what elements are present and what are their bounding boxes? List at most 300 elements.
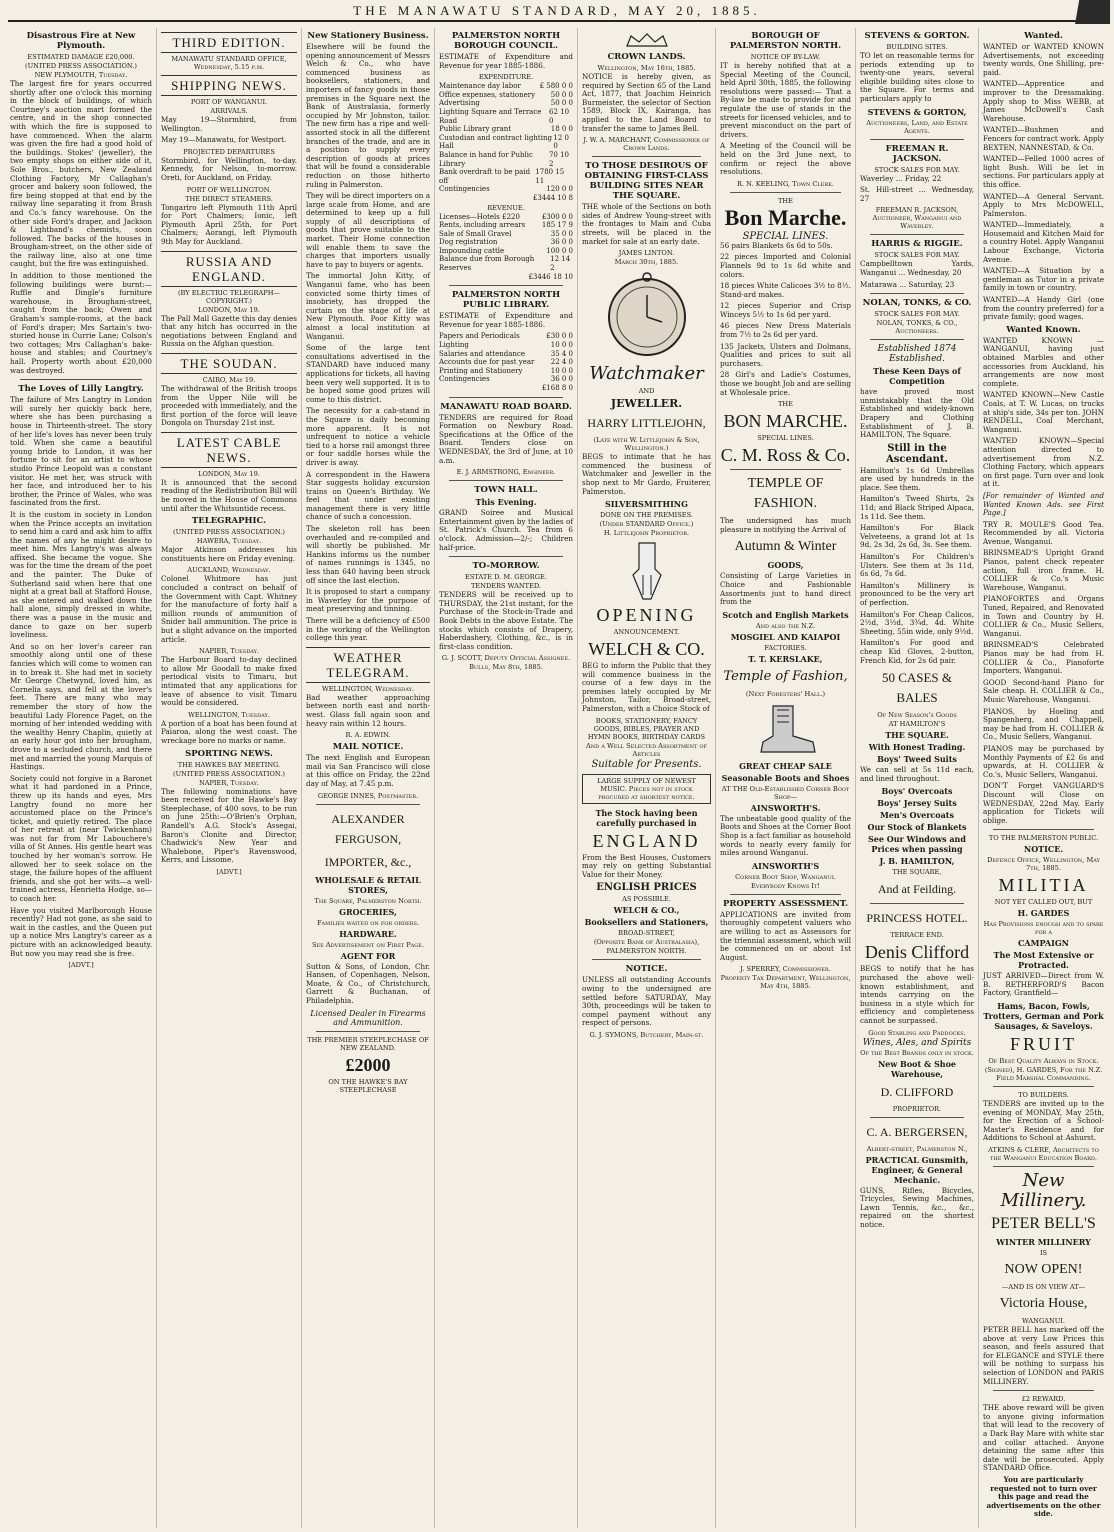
english-prices: ENGLISH PRICES <box>596 882 697 894</box>
the-square: THE SQUARE. <box>885 730 949 741</box>
row-amount: 50 0 0 <box>550 99 573 108</box>
column-2 <box>156 28 301 1528</box>
boys-tweed: Boys' Tweed Suits <box>877 754 957 765</box>
atkins: ATKINS & CLERE, Architects to the Wanganui Education Board. <box>988 1146 1099 1163</box>
builders: TO BUILDERS. <box>1018 1091 1069 1100</box>
defence: Defence Office, Wellington, May 7th, 1885. <box>987 856 1100 873</box>
tel-dateline: WELLINGTON, Tuesday. <box>188 710 270 719</box>
shipping-line: May 19—Manawatu, for Westport. <box>161 135 287 145</box>
list-item: WANTED—A Handy Girl (one from the country preferred) for a private family; good wages. <box>983 295 1104 322</box>
telegraphic-title: TELEGRAPHIC. <box>191 516 267 527</box>
steeple-line: THE PREMIER STEEPLECHASE OF NEW ZEALAND. <box>307 1035 429 1052</box>
prize-amount: £2000 <box>345 1054 391 1075</box>
row-label: Papers and Periodicals <box>439 332 520 341</box>
keen-days: These Keen Days of Competition <box>873 366 961 387</box>
auctioneers: Auctioneers, Land, and Estate Agents. <box>866 118 968 135</box>
news-paragraph: The skeleton roll has been overhauled and re-compiled and will shortly be published. Mr Hankins informs us the number of names runnings is 1345, no less than 640 having been struck off since the last election. <box>306 524 430 585</box>
reward: £2 REWARD. <box>1021 1395 1066 1404</box>
list-item: WANTED KNOWN — WANGANUI, having just obtained Marbles and other accessories from Auckland, his arrangements are now most complete. <box>983 335 1104 388</box>
at-hamilton: AT HAMILTON'S <box>888 720 946 729</box>
welch-list: BOOKS, STATIONERY, FANCY GOODS, BIBLES, PRAYER AND HYMN BOOKS, BIRTHDAY CARDS <box>587 716 706 741</box>
soudan-text: The withdrawal of the British troops from the Upper Nile will be proceeded with immediately, and the first portion of the force will leave Dongola on Thursday 21st inst. <box>161 383 297 428</box>
special-lines-2: SPECIAL LINES. <box>757 434 814 443</box>
divider <box>730 192 841 193</box>
tel-text: The Harbour Board to-day declined to allow Mr Goodall to make fixed periodical visits to Timaru, but intimated that any applications for leave of absence to visit Timaru would be considered. <box>161 655 297 708</box>
goods-text: Consisting of Large Varieties in Choice and Fashionable Assortments just to hand direct from the <box>720 571 851 607</box>
expenditure-label: EXPENDITURE. <box>478 73 534 82</box>
tomorrow: TO-MORROW. <box>472 561 540 572</box>
list-item: Hamilton's 1s 6d Umbrellas are used by hundreds in the place. See them. <box>860 465 974 492</box>
weather-title: WEATHER TELEGRAM. <box>306 647 430 683</box>
list-item: 28 Girl's and Ladie's Costumes, those we bought Job and are selling at Wholesale price. <box>720 370 851 397</box>
not-called: NOT YET CALLED OUT, BUT <box>994 898 1093 907</box>
fire-headline: Disastrous Fire at New Plymouth. <box>26 31 136 51</box>
table-row <box>439 358 573 367</box>
denis-clifford: Denis Clifford <box>864 942 970 963</box>
divider <box>870 903 964 904</box>
divider <box>592 156 701 157</box>
sporting-text: The following nominations have been received for the Hawke's Bay Steeplechase, of 400 sovs, to be run on June 25th:—O'Brien's Orphan, Randell's A.G. Stock's Assegai, Baron's Clonite and Director, Chadwick's New Year and Whalebone, Piper's Ravenswood, Kerrs, and Lissome. <box>161 786 297 865</box>
list-item: WANTED or WANTED KNOWN Advertisements, not exceeding twenty words, One Shilling, pre-paid. <box>983 42 1104 77</box>
harry-text: BEGS to intimate that he has commenced the business of Watchmaker and Jeweller in the shop next to Mr Gardo, Fruiterer, Palmerston. <box>582 452 711 496</box>
music-box: LARGE SUPPLY OF NEWEST MUSIC. Pieces not in stock procured at shortest notice. <box>582 774 711 804</box>
now-open: NOW OPEN! <box>1004 1262 1083 1278</box>
mosgiel: MOSGIEL AND KAIAPOI <box>730 631 841 642</box>
everybody: Everybody Knows It! <box>751 881 820 890</box>
boys-jersey: Boys' Jersey Suits <box>877 798 957 809</box>
row-amount: 100 0 0 <box>546 246 573 255</box>
bulls-date: Bulls, May 8th, 1885. <box>469 663 543 672</box>
list-item: 22 pieces Imported and Colonial Flannels 9d to 1s 6d white and colors. <box>720 252 851 279</box>
news-paragraph: They will be direct importers on a large scale from Home, and are determined to keep up a full supply of all descriptions of goods that prove suitable to the market. Their Home connection will enable them to save the charges that importers usually have to pay to buyers or agents. <box>306 191 430 269</box>
fire-paragraph: The largest fire for years occurred shortly after one o'clock this morning in the block of buildings, of which Courtney's auction mart formed the centre, and in the shop connected with which the fire is supposed to have commenced. When the alarm was given the fire had a good hold of the buildings. Stokes' (jeweller), the two empty shops on either side of it, Sole Bros., butchers, New Zealand Clothing Factory, Mr Callaghan's grocer and bakery soon followed, the fire being stopped at that end by the railway line separating it from Brash and Co.'s fancy warehouse. On the other side Ford's draper, and Jackson & Lightband's chemists, soon followed. The backs of the houses in Brougham-street, on the other side of the railway line, also at one time caught, but the fire was extinguished. <box>10 79 152 269</box>
sale-line: Waverley ... Friday, 22 <box>860 173 942 183</box>
next-foresters: (Next Foresters' Hall.) <box>745 689 826 698</box>
row-label: Sale of Small Gravel <box>439 229 512 238</box>
agent-line: AGENT FOR <box>340 950 396 961</box>
ainsworth-sign: AINSWORTH'S <box>751 860 820 871</box>
fruit: FRUIT <box>1009 1034 1077 1055</box>
boys-tweed-text: We can sell at 5s 11d each, and lined throughout. <box>860 765 974 783</box>
desirous-head: TO THOSE DESIROUS OF OBTAINING FIRST-CLASS BUILDING SITES NEAR THE SQUARE. <box>584 161 709 202</box>
langtry-paragraph: It is the custom in society in London when the Prince accepts an invitation to send him a card and ask him to affix the names of any he might desire to meet him. Mrs Langtry's was always affixed. She became the vogue. She was for the time the dream of the poet and the painter. The Duke of Sutherland said when here that one night at a great ball at Stafford House, as she entered and walked down the hall alone, simply dressed in white, there was a pause in the music and dance to gaze on her superb loveliness. <box>10 509 152 640</box>
desirous-sign: JAMES LINTON. <box>618 249 675 258</box>
building-text: TO let on reasonable terms for periods extending up to twenty-one years, several eligible building sites close to the Square. For terms and particulars apply to <box>860 51 974 103</box>
langtry-headline: The Loves of Lilly Langtry. <box>18 384 144 395</box>
ferguson-name: ALEXANDER FERGUSON, <box>331 811 405 846</box>
divider <box>449 480 563 481</box>
booksellers: Booksellers and Stationers, <box>584 917 709 928</box>
column-3 <box>301 28 434 1528</box>
list-item: 56 pairs Blankets 6s 6d to 50s. <box>720 240 833 250</box>
list-item: Hamilton's For good and cheap Kid Gloves, 2-button, French Kid, for 2s 6d pair. <box>860 638 974 665</box>
sporting-credit: (UNITED PRESS ASSOCIATION.) <box>173 769 285 778</box>
mail-title: MAIL NOTICE. <box>332 742 404 753</box>
suitable-line: Suitable for Presents. <box>591 758 702 770</box>
row-label: Lighting Square and Terrace Road <box>439 107 542 125</box>
tel-text: Colonel Whitmore has just concluded a contract on behalf of the Government with Capt. Whitney for the manufacture of forty half a million rounds of ammunition of Snider ball ammunition. The price is but a slight advance on the imported article. <box>161 574 297 644</box>
tel-text: A portion of a boat has been found at Paiaroa, along the west coast. The wreckage bore no marks or name. <box>161 718 297 745</box>
list-item: Hamilton's For Black Velveteens, a grand lot at 1s 9d, 2s 3d, 2s 6d, 3s. See them. <box>860 523 974 550</box>
groceries-line: GROCERIES, <box>339 906 397 917</box>
jeweller-title: JEWELLER. <box>610 397 683 411</box>
bergersen-sub: Albert-street, Palmerston N., <box>866 1144 968 1153</box>
terrace-end: TERRACE END. <box>890 931 944 940</box>
list-item: 18 pieces White Calicoes 3½ to 8½. Stand-ard makes. <box>720 281 851 299</box>
silversmithing: SILVERSMITHING <box>605 499 688 510</box>
list-item: TRY R. MOULE'S Good Tea. Recommended by all. Victoria Avenue, Wanganui. <box>983 519 1104 546</box>
freeman-sign: FREEMAN R. JACKSON, Auctioneer, Wanganui and Waverley. <box>872 206 962 231</box>
prize-sub: ON THE HAWKE'S BAY STEEPLECHASE <box>328 1077 408 1094</box>
tel-dateline: NAPIER, Tuesday. <box>198 647 260 656</box>
broad-street: BROAD-STREET, <box>618 929 675 938</box>
russia-text: The Pall Mall Gazette this day denies that any hitch has occurred in the negotiations between England and Russia on the Afghan question. <box>161 313 297 349</box>
reward-text: THE above reward will be given to anyone giving information that will lead to the recovery of a Dark Bay Mare with white star and collar attached. Anyone detaining the same after this date will be prosecuted. Apply STANDARD Office. <box>983 1403 1104 1473</box>
row-label: Lighting <box>439 341 469 350</box>
bylaw-text: IT is hereby notified that at a Special Meeting of the Council, held April 30th, 1885, the following resolutions were passed:— That a By-law be made to provide for and regulate the use of stands in the streets for licensed vehicles, and to prevent misconduct on the part of drivers. <box>720 61 851 139</box>
list-item: 46 pieces New Dress Materials from 7½ to 2s 6d per yard. <box>720 321 851 340</box>
table-row <box>439 125 573 134</box>
harry-sub: (Late with W. Littlejohn & Son, Wellington.) <box>593 436 700 453</box>
divider <box>993 1166 1094 1167</box>
russia-title: RUSSIA AND ENGLAND. <box>161 251 297 287</box>
news-paragraph: Elsewhere will be found the opening announcement of Messrs Welch & Co., who have commenced business as booksellers, stationers, and importers of fancy goods in those premises in the Square next the Bank of Australasia, formerly occupied by Mr Johnston, tailor. The new firm has a ripe and well-assorted stock in all the different branches of the trade, and are in a position to supply every description of goods at prices that will be found a considerable reduction on those hitherto ruling in Palmerston. <box>306 42 430 189</box>
divider <box>870 1117 964 1118</box>
boot-warehouse: New Boot & Shoe Warehouse, <box>877 1058 956 1079</box>
campaign: CAMPAIGN <box>1018 938 1069 949</box>
palmerston-north: PALMERSTON NORTH. <box>606 947 687 956</box>
row-amount: 12 0 0 <box>553 133 569 151</box>
list-item: Hamilton's For Cheap Calicos, 2½d, 3½d, 3¾d, 4d. White Sheeting, 55in wide, only 9½d. <box>860 609 974 636</box>
arrivals-label: ARRIVALS. <box>210 107 248 115</box>
list-item: WANTED—Felled 1000 acres of light Bush. Will be let in sections. For particulars apply at this office. <box>983 154 1104 189</box>
row-label: Printing and Stationery <box>439 366 523 375</box>
revenue-label: REVENUE. <box>487 203 525 212</box>
newspaper-page <box>6 28 1108 1528</box>
estate: ESTATE D. M. GEORGE. <box>465 573 547 582</box>
licensed-line: Licensed Dealer in Firearms and Ammunition. <box>310 1008 426 1027</box>
column-5 <box>577 28 715 1528</box>
sale-line: St. Hill-street ... Wednesday, 27 <box>860 185 974 203</box>
stock-line: The Stock having been carefully purchased in <box>595 807 698 828</box>
road-sign: E. J. ARMSTRONG, Engineer. <box>456 468 556 477</box>
welch-tail: And a Well Selected Assortment of Articles <box>586 741 707 758</box>
news-paragraph: It is proposed to start a company in Waverley for the purpose of meat preserving and tinning. <box>306 587 430 614</box>
bon-marche-title: Bon Marche. <box>724 204 847 230</box>
kerslake: T. T. KERSLAKE, <box>748 653 823 664</box>
row-amount: 18 0 0 <box>550 125 573 134</box>
temple-title: TEMPLE OF FASHION. <box>747 476 824 512</box>
importer-line: IMPORTER, &c., <box>324 854 412 869</box>
list-item: WANTED—Apprentice and improver to the Dressmaking. Apply shop to Miss WEBB, at James McDowell's Cash Warehouse. <box>983 79 1104 123</box>
harris-head: HARRIS & RIGGIE. <box>871 239 963 250</box>
england-title: ENGLAND <box>592 830 701 851</box>
row-amount: 185 17 9 <box>541 221 573 230</box>
desirous-date: March 30th, 1885. <box>614 258 679 267</box>
tel-credit: (UNITED PRESS ASSOCIATION.) <box>173 528 285 537</box>
new-season: Of New Season's Goods <box>877 711 957 720</box>
builders-text: TENDERS are invited up to the evening of MONDAY, May 25th, for the Erection of a School-Master's Residence and for Additions to School at Ashurst. <box>983 1099 1104 1143</box>
estimate-text: ESTIMATE of Expenditure and Revenue for year 1885-1886. <box>439 52 573 70</box>
is: IS <box>1039 1249 1048 1258</box>
row-amount: 1780 15 11 <box>535 168 565 185</box>
fire-paragraph: In addition to those mentioned the following buildings were burnt:— Ruffle and Dingle's furniture warehouse, in Brougham-street, caught from the back; Owen and Graham's sample-rooms, at the back of Ford's draper; Mrs Sartain's two-storied house in Currie Lane; Colson's two cottages; Mrs Callaghan's bake-house and stables; and Courtney's hall. Property worth about £20,000 was destroyed. <box>10 271 152 375</box>
row-amount: 36 0 0 <box>550 375 573 384</box>
soiree-text: GRAND Soiree and Musical Entertainment given by the ladies of St. Patrick's Church. Tea from 6 o'clock. Admission—2/-; Children half-price. <box>439 508 573 552</box>
divider <box>870 293 964 294</box>
hardware-sub: See Advertisement on First Page. <box>311 940 425 949</box>
gardes: H. GARDES <box>1017 908 1070 919</box>
feilding: And at Feilding. <box>877 882 957 897</box>
divider <box>993 1390 1094 1391</box>
tel-dateline: AUCKLAND, Wednesday. <box>187 566 271 575</box>
crown-text: NOTICE is hereby given, as required by Section 65 of the Land Act, 1877, that Joachim Heinrich Burmeister, the selector of Section 1589, Block IX, Kairanga, has applied to the Land Board to transfer the same to James Bell. <box>582 72 711 133</box>
winter-millinery: WINTER MILLINERY <box>996 1237 1091 1248</box>
torn-corner <box>1060 0 1110 24</box>
divider <box>592 959 701 960</box>
langtry-paragraph: And so on her lover's career ran smoothly along until one of these fancies which will come to women ran in to break it. She had met in society Mr George Chetwynd, loved him, as Cornelia says, and fell at the lover's feet. There are many who may remember the story of how the beautiful Lady Florence Paget, on the morning of her intended wedding with the wealthy Henry Chaplin, quietly at an early hour got into her brougham, drove to a secluded church, and there met and married the young Marquis of Hastings. <box>10 641 152 772</box>
proprietor: H. Littlejohn Proprietor. <box>603 529 690 538</box>
weather-dateline: WELLINGTON, Wednesday. <box>321 684 415 693</box>
row-label: Balance due from Borough Reserves <box>439 255 535 273</box>
arrived: JUST ARRIVED—Direct from W. B. RETHERFORD'S Bacon Factory, Grantfield— <box>983 971 1104 998</box>
latest-title: LATEST CABLE NEWS. <box>161 432 297 468</box>
agent-list: Sutton & Sons, of London, Chr. Hansen, of Copenhagen, Nelson, Moate, & Co., of Christchurch, Garrett & Buchanan, of Philadelphia. <box>306 961 430 1005</box>
fire-credit: (UNITED PRESS ASSOCIATION.) <box>25 62 137 70</box>
masthead <box>0 0 1114 26</box>
also: And also the N.Z. <box>755 621 816 630</box>
watchmaker-title: Watchmaker <box>589 363 704 385</box>
stock-sales: STOCK SALES FOR MAY. <box>874 310 960 319</box>
list-item: BRINSMEAD'S Celebrated Pianos may be had from H. COLLIER & Co., Pianoforte Importers, Wanganui. <box>983 640 1104 676</box>
table-row <box>439 108 573 125</box>
soudan-title: THE SOUDAN. <box>161 353 297 374</box>
table-row <box>439 185 573 194</box>
bergersen: C. A. BERGERSEN, <box>866 1124 968 1139</box>
list-item: WANTED—A Situation by a gentleman as Tutor in a private family in town or country. <box>983 266 1104 293</box>
to-public: TO THE PALMERSTON PUBLIC. <box>988 834 1099 843</box>
sporting-dateline: NAPIER, Tuesday. <box>198 778 260 787</box>
latest-text: It is announced that the second reading of the Redistribution Bill will be moved in the House of Commons until after the Whitsuntide recess. <box>161 477 297 513</box>
row-amount: 70 10 2 <box>548 150 570 168</box>
langtry-paragraph: Have you visited Marlborough House recently? Had not gone, as she said to wait in the castles, and the Queen put up a notice Mrs Langtry's career as a picture with an acknowledged beauty. But now you may read she is free. <box>10 905 152 958</box>
row-amount: 22 4 0 <box>550 358 573 367</box>
row-label: Maintenance day labor <box>439 82 521 91</box>
road-text: TENDERS are required for Road Formation on Newbury Road. Specifications at the Office of the Board. Tenders close on WEDNESDAY, the 3rd of June, at 10 a.m. <box>439 412 573 465</box>
row-label: Licenses—Hotels £220 <box>439 212 520 221</box>
pointing-hand-icon <box>627 541 667 601</box>
list-item: WANTED—Immediately, a Housemaid and Kitchen Maid for a country Hotel. Apply Wanganui Labour Exchange, Victoria Avenue. <box>983 220 1104 264</box>
stock-sales: STOCK SALES FOR MAY. <box>874 251 960 260</box>
bylaw-sign: R. N. KEELING, Town Clerk. <box>737 179 834 188</box>
wanganui: WANGANUI. <box>1021 1317 1066 1326</box>
best-quality: Of Best Quality Always in Stock. <box>988 1057 1099 1066</box>
the-label: THE <box>778 196 793 205</box>
ross-name: C. M. Ross & Co. <box>720 445 851 466</box>
shipping-line: May 19—Stormbird, from Wellington. <box>161 115 297 133</box>
pocket-watch-icon <box>602 270 692 360</box>
row-amount: 36 0 0 <box>550 238 573 247</box>
wines: Wines, Ales, and Spirits <box>862 1037 972 1048</box>
windows: See Our Windows and Prices when passing <box>868 834 966 855</box>
autumn-winter: Autumn & Winter <box>734 539 837 555</box>
list-item: Hamilton's Millinery is pronounced to be the very art of perfection. <box>860 580 974 607</box>
sale-line: Campbelltown Yards, Wanganui ... Wednesday, 20 <box>860 259 974 277</box>
table-row <box>439 238 573 247</box>
list-item: WANTED—Bushmen and Fencers for contract work. Apply BEXTEN, NANNESTAD, & Co. <box>983 125 1104 152</box>
freeman-head: FREEMAN R. JACKSON. <box>885 143 949 164</box>
sporting-sub: THE HAWKES BAY MEETING. <box>177 760 281 769</box>
piano-list <box>983 521 1104 826</box>
row-label: Impounding cattle <box>439 246 505 255</box>
revenue-table <box>439 213 573 273</box>
library-estimate: ESTIMATE of Expenditure and Revenue for year 1885-1886. <box>439 311 573 329</box>
opposite: (Opposite Bank of Australasia), <box>593 938 700 947</box>
third-edition-sub: MANAWATU STANDARD OFFICE, Wednesday, 5.15 p.m. <box>171 55 287 71</box>
advt-tag: [ADVT.] <box>216 867 242 876</box>
column-7 <box>855 28 978 1528</box>
table-row <box>439 91 573 100</box>
table-row <box>439 221 573 230</box>
cheap-sale: GREAT CHEAP SALE <box>739 760 832 771</box>
list-item: 135 Jackets, Ulsters and Dolmans, Qualities and prices to suit all purchasers. <box>720 341 851 368</box>
bylaw-head: NOTICE OF BY-LAW. <box>750 53 821 61</box>
row-amount: 35 0 0 <box>550 229 573 238</box>
factories: FACTORIES. <box>764 643 807 652</box>
library-table <box>439 332 573 384</box>
column-4 <box>434 28 577 1528</box>
row-amount: 35 4 0 <box>550 349 573 358</box>
goods: GOODS, <box>767 560 804 571</box>
russia-dateline: LONDON, May 19. <box>198 305 260 314</box>
hamilton-sign: J. B. HAMILTON, <box>879 856 955 867</box>
weather-sign: R. A. EDWIN. <box>345 731 391 740</box>
divider <box>730 469 841 470</box>
militia: MILITIA <box>998 875 1089 896</box>
row-amount: 12 14 2 <box>550 255 571 273</box>
row-amount: £300 0 0 <box>541 212 573 221</box>
welch-text: BEG to inform the Public that they will commence business in the course of a few days in the premises lately occupied by Mr Johnston, Tailor, Broad-street, Palmerston, with a Choice Stock of <box>582 661 711 714</box>
table-row <box>439 99 573 108</box>
welch2: WELCH & CO., <box>613 905 680 916</box>
lib-total: £168 8 0 <box>541 384 573 392</box>
row-amount: £30 0 0 <box>546 332 573 341</box>
table-row <box>439 247 573 256</box>
list-item: GOOD Second-hand Piano for Sale cheap. H. COLLIER & Co., Music Warehouse, Wanganui. <box>983 677 1104 704</box>
column-1 <box>6 28 156 1528</box>
tenders-sign: G. J. SCOTT, Deputy Official Assignee. <box>441 654 571 663</box>
divider <box>730 894 841 895</box>
news-paragraph: A correspondent in the Hawera Star suggests holiday excursion trains on Queen's Birthday. We feel that under existing management there is very little chance of such a concession. <box>306 469 430 522</box>
row-label: Balance in hand for Public Library <box>439 150 533 168</box>
news-paragraph: Some of the large tent consultations advertised in the STANDARD have induced many applications for tickets, all having been very well supported. It is to be hoped some good prizes will come to this district. <box>306 343 430 404</box>
provisions: Has Provisions enough and to spare for a <box>983 920 1104 937</box>
mail-text: The next English and European mail via San Francisco will close at this office on Friday, the 22nd day of May, at 7.45 p.m. <box>306 753 430 788</box>
direct-label: THE DIRECT STEAMERS. <box>185 194 273 203</box>
langtry-paragraph: Society could not forgive in a Baronet what it had pardoned in a Prince, threw up its hands and eyes, Mrs Langtry found no more her accustomed place on the Prince's ticket, and quietly retired. The place of her retreat at (near Twickenham) was not far from Mr Labouchere's villa of St Annes. His gentle heart was touched by her woman's sorrow. He allowed her to seek solace on the stage, the failure hopes of the affluent friends, and she got her wits—a well-trained actress, Henrietta Hodge, so—to coach her. <box>10 773 152 904</box>
announcement-label: ANNOUNCEMENT. <box>613 628 680 637</box>
brands: Of the Best Brands only in stock. <box>860 1048 974 1057</box>
stationery-headline: New Stationery Business. <box>307 31 429 41</box>
column-8 <box>978 28 1108 1528</box>
blankets: Our Stock of Blankets <box>867 822 967 833</box>
table-row <box>439 151 573 168</box>
row-label: Custodian and contract lighting Hall <box>439 133 552 151</box>
list-item: PIANOFORTES and Organs Tuned, Repaired, and Renovated in Town and Country by H. COLLIER & Co., Music Sellers, Wanganui. <box>983 594 1104 638</box>
notice: NOTICE. <box>1023 844 1064 855</box>
request: You are particularly requested not to turn over this page and read the advertisements on the other side. <box>986 1474 1101 1519</box>
row-label: Rents, including arrears <box>439 221 526 230</box>
honest-trading: With Honest Trading. <box>868 742 966 753</box>
divider <box>316 1031 420 1032</box>
column-6 <box>715 28 855 1528</box>
victoria-house: Victoria House, <box>999 1296 1088 1312</box>
peter-text: PETER BELL has marked off the above at very Low Prices this season, and feels assured that for ELEGANCE and STYLE there will be nothing to surpass his selection of LONDON and PARIS MILLINERY. <box>983 1325 1104 1386</box>
divider <box>449 285 563 286</box>
the-label: THE <box>778 400 793 409</box>
row-label: Dog registration <box>439 238 498 247</box>
row-label: Contingencies <box>439 375 490 384</box>
tel-dateline: HAWERA, Tuesday. <box>196 537 262 546</box>
desirous-text: THE whole of the Sections on both sides of Andrew Young-street with the frontages to Main and Cuba streets, will be placed in the market for sale at an early date. <box>582 202 711 246</box>
row-label: Contingencies <box>439 185 490 194</box>
borough-head: BOROUGH OF PALMERSTON NORTH. <box>729 31 842 51</box>
gunsmith: PRACTICAL Gunsmith, Engineer, & General Mechanic. <box>865 1154 969 1185</box>
latest-dateline: LONDON, May 19. <box>198 469 260 478</box>
stock-sales: STOCK SALES FOR MAY. <box>874 165 960 174</box>
bon-marche-title-2: BON MARCHE. <box>723 411 848 432</box>
table-row <box>439 350 573 359</box>
tel-text: Major Atkinson addresses his constituents here on Friday evening. <box>161 545 297 563</box>
stabling: Good Stabling and Paddocks. <box>868 1028 966 1037</box>
harry-name: HARRY LITTLEJOHN, <box>587 416 706 431</box>
row-amount: £ 580 0 0 <box>539 82 573 91</box>
known-list <box>983 337 1104 489</box>
welch-name: WELCH & CO. <box>588 639 705 660</box>
departures-label: PROJECTED DEPARTURES <box>183 147 275 156</box>
temple-of-fashion: Temple of Fashion, <box>723 668 848 684</box>
wanted-head: Wanted. <box>1024 31 1063 41</box>
divider <box>993 829 1094 830</box>
table-row <box>439 367 573 376</box>
contest: The Most Extensive or Protracted. <box>993 950 1094 971</box>
bon-lines-list <box>720 242 851 398</box>
town-hall: TOWN HALL. <box>474 485 538 496</box>
mail-sign: GEORGE INNES, Postmaster. <box>317 791 419 800</box>
third-edition-title: THIRD EDITION. <box>161 32 297 53</box>
victoria-at: —AND IS ON VIEW AT— <box>1001 1283 1086 1292</box>
building-sites: BUILDING SITES. <box>886 43 948 51</box>
opening-title: OPENING <box>596 605 697 626</box>
notice-sign: G. J. SYMONS, Butchery, Main-st. <box>589 1031 704 1039</box>
row-label: Office expenses, stationery <box>439 90 536 99</box>
proprietor: PROPRIETOR. <box>892 1104 942 1113</box>
sporting-title: SPORTING NEWS. <box>185 748 273 759</box>
port-wanganui: PORT OF WANGANUI. <box>190 98 268 106</box>
fire-subhead: ESTIMATED DAMAGE £20,000. <box>27 53 135 61</box>
soudan-dateline: CAIRO, May 19. <box>202 375 256 384</box>
property-date: Property Tax Department, Wellington, May 4th, 1885. <box>720 974 851 991</box>
divider <box>993 1086 1094 1087</box>
divider <box>870 234 964 235</box>
row-label: Advertising <box>439 99 480 108</box>
silver-note: (Under STANDARD Office.) <box>599 520 694 529</box>
table-row <box>439 82 573 91</box>
row-amount: 10 0 0 <box>550 366 573 375</box>
divider <box>449 397 563 398</box>
property-head: PROPERTY ASSESSMENT. <box>722 898 849 909</box>
table-row <box>439 230 573 239</box>
